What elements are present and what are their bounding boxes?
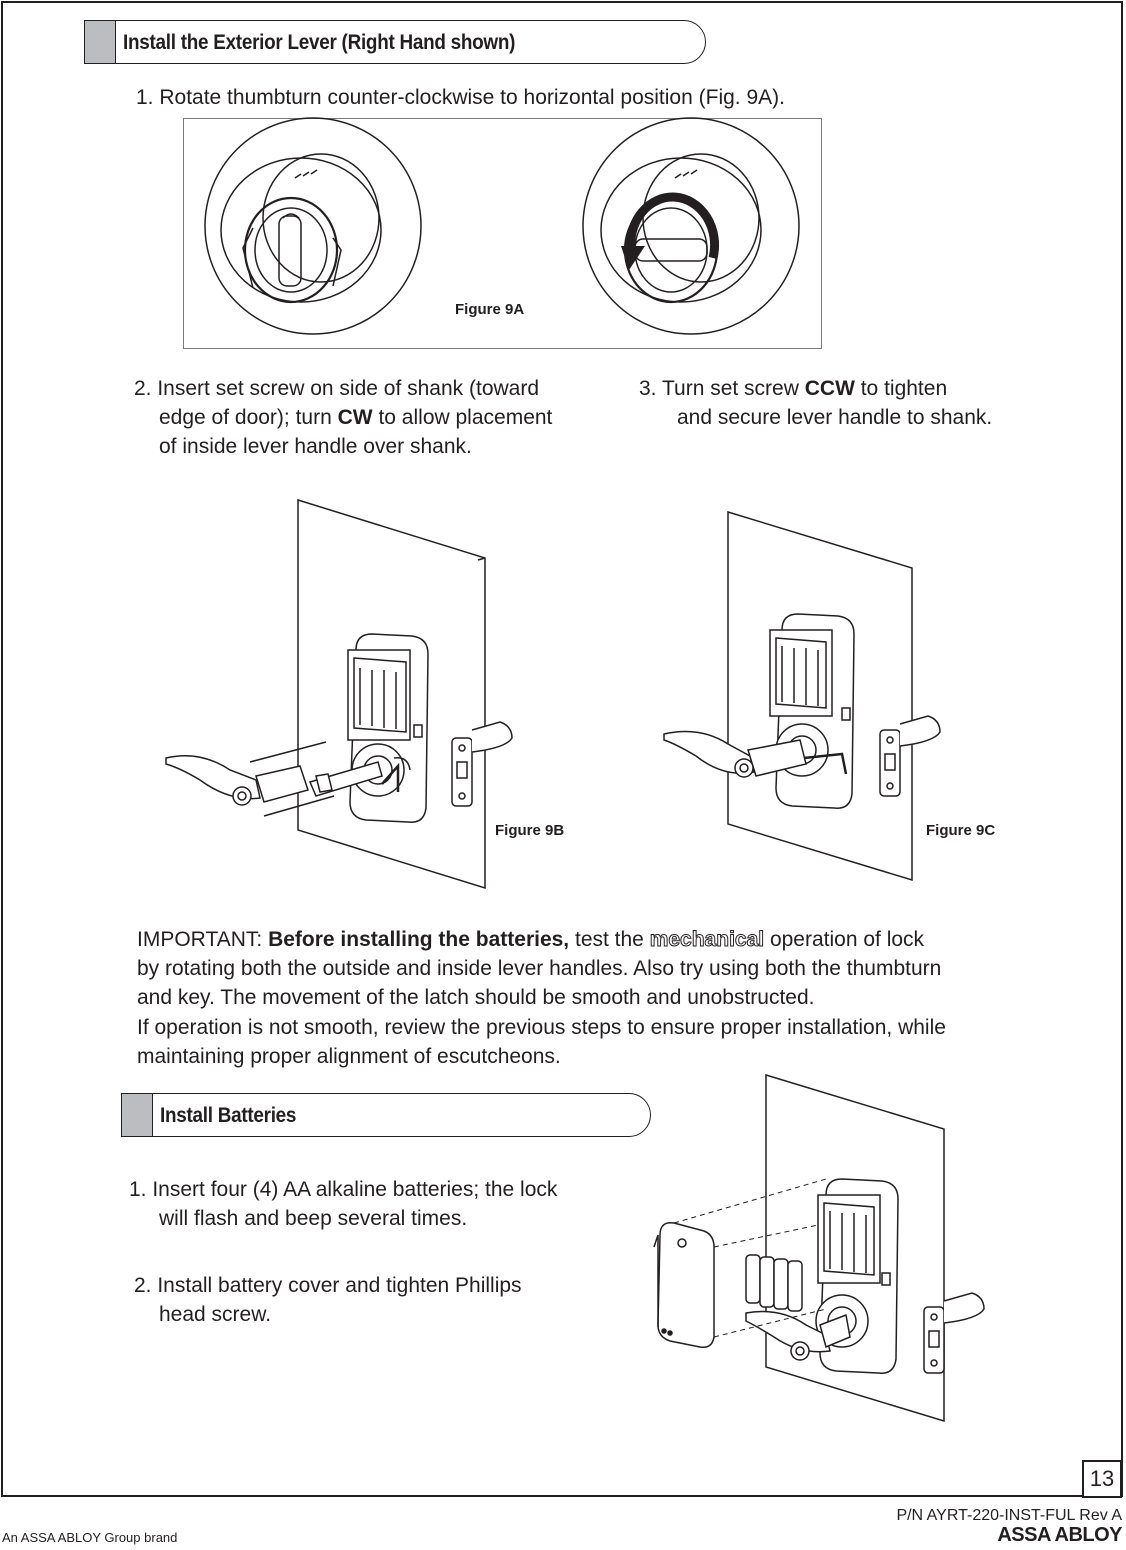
- assa-abloy-logo: ASSA ABLOY: [997, 1524, 1122, 1546]
- header-tab: [122, 1094, 153, 1136]
- step-2-text: 2. Insert set screw on side of shank (toward: [134, 377, 540, 400]
- important-line-3: and key. The movement of the latch should be smooth and unobstructed.: [137, 986, 815, 1009]
- page-number: 13: [1082, 1460, 1122, 1498]
- section-header-exterior-lever: [84, 20, 706, 64]
- figure-9b-label: Figure 9B: [495, 822, 565, 839]
- group-brand-text: An ASSA ABLOY Group brand: [2, 1530, 178, 1545]
- figure-9a-label: Figure 9A: [455, 301, 525, 318]
- mechanical-word: mechanical: [649, 928, 765, 951]
- step-1-text: 1. Rotate thumbturn counter-clockwise to horizontal position (Fig. 9A).: [136, 86, 785, 109]
- step-3-text: 3. Turn set screw CCW to tighten: [639, 377, 948, 400]
- battery-install-illustration: [650, 1075, 1020, 1425]
- header-tab: [85, 21, 116, 63]
- battery-step-1-line1: 1. Insert four (4) AA alkaline batteries; the lock: [129, 1178, 558, 1201]
- figure-9c-label: Figure 9C: [926, 822, 996, 839]
- step-2-text-line2: edge of door); turn CW to allow placement: [159, 406, 553, 429]
- section-header-install-batteries: [121, 1093, 651, 1137]
- important-line-1: IMPORTANT: Before installing the batteries, test the mechanical operation of lock: [137, 928, 925, 951]
- step-3-text-line2: and secure lever handle to shank.: [677, 406, 993, 429]
- section-title: Install the Exterior Lever (Right Hand shown): [123, 31, 516, 54]
- important-line-5: maintaining proper alignment of escutcheons.: [137, 1045, 561, 1068]
- figure-9b-illustration: [160, 500, 520, 890]
- battery-step-2-line2: head screw.: [159, 1303, 272, 1326]
- battery-step-1-line2: will flash and beep several times.: [159, 1207, 468, 1230]
- part-number: P/N AYRT-220-INST-FUL Rev A: [896, 1507, 1122, 1524]
- section-title: Install Batteries: [160, 1104, 297, 1127]
- important-line-4: If operation is not smooth, review the previous steps to ensure proper installation, while: [137, 1016, 946, 1039]
- battery-step-2-line1: 2. Install battery cover and tighten Phillips: [134, 1274, 522, 1297]
- step-2-text-line3: of inside lever handle over shank.: [159, 435, 472, 458]
- important-line-2: by rotating both the outside and inside lever handles. Also try using both the thumbturn: [137, 957, 942, 980]
